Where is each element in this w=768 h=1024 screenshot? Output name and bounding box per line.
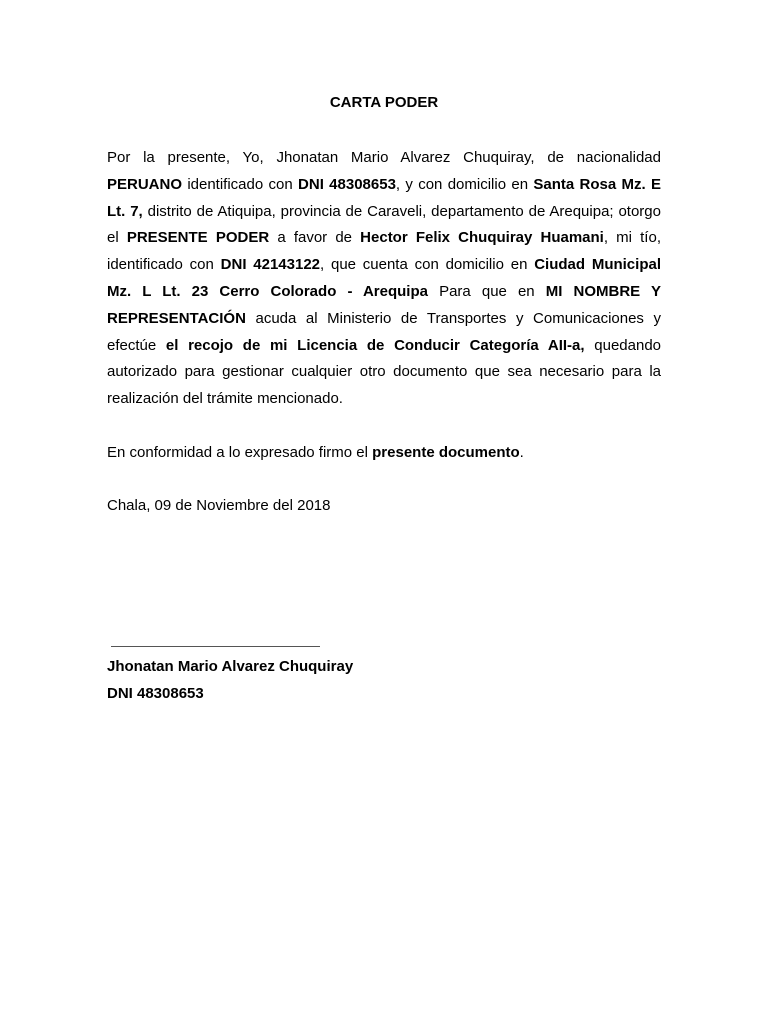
representation-phrase: MI NOMBRE Y REPRESENTACIÓN [107, 282, 661, 327]
document-title: CARTA PODER [329, 94, 439, 111]
text-segment: Para que en [427, 282, 546, 300]
text-segment: identificado con [182, 175, 299, 193]
text-segment: Por la presente, Yo, Jhonatan Mario Alvarez Chuquiray, de nacionalidad [107, 149, 661, 166]
text-segment: distrito de Atiquipa, provincia de Caraveli, departamento de Arequipa; otorgo el [107, 202, 661, 247]
text-segment: , que cuenta con domicilio en [320, 256, 535, 274]
signature-dni: DNI 48308653 [107, 685, 204, 702]
main-paragraph [107, 145, 661, 413]
text-segment: a favor de [269, 229, 361, 247]
text-segment: , y con domicilio en [395, 175, 534, 193]
task-description: el recojo de mi Licencia de Conducir Categoría AII-a, [165, 336, 585, 354]
attorney-address: Ciudad Municipal Mz. L Lt. 23 Cerro Colorado - Arequipa [107, 256, 661, 300]
text-segment: En conformidad a lo expresado firmo el [107, 444, 373, 461]
signature-line [111, 646, 320, 647]
text-segment: quedando autorizado para gestionar cualquier otro documento que sea necesario para la realización del trámite mencionado. [107, 336, 662, 408]
conformity-paragraph [107, 440, 661, 467]
text-segment: acuda al Ministerio de Transportes y Comunicaciones y efectúe [107, 309, 661, 354]
document-reference: presente documento [372, 444, 520, 461]
nationality: PERUANO [107, 175, 183, 193]
signature-name: Jhonatan Mario Alvarez Chuquiray [107, 658, 354, 675]
text-segment: , mi tío, identificado con [107, 229, 661, 274]
grantor-address: Santa Rosa Mz. E Lt. 7, [107, 175, 662, 220]
attorney-name: Hector Felix Chuquiray Huamani [360, 229, 604, 247]
power-phrase: PRESENTE PODER [126, 229, 270, 247]
place-date: Chala, 09 de Noviembre del 2018 [107, 497, 331, 514]
attorney-dni: DNI 42143122 [220, 256, 321, 274]
grantor-dni: DNI 48308653 [298, 175, 396, 193]
text-segment: . [519, 444, 524, 461]
